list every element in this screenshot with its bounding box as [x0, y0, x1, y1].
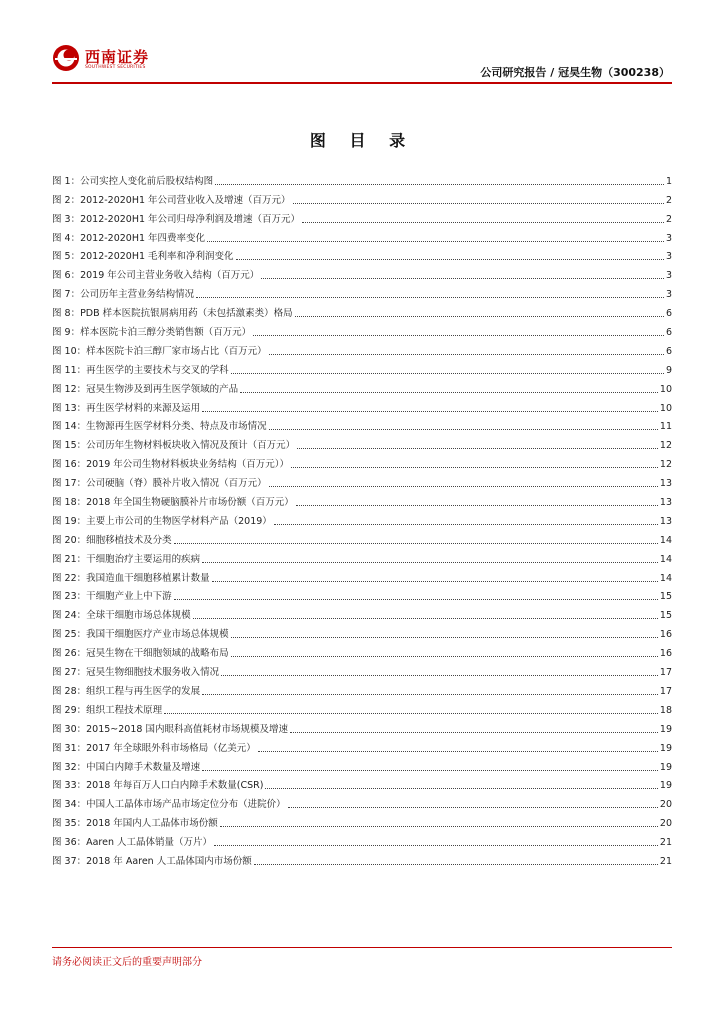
toc-entry-label: 图 2：2012-2020H1 年公司营业收入及增速（百万元） [52, 194, 291, 206]
toc-entry-label: 图 30：2015~2018 国内眼科高值耗材市场规模及增速 [52, 723, 288, 735]
toc-entry[interactable] [52, 415, 672, 434]
toc-entry[interactable] [52, 490, 672, 509]
toc-dot-leader [269, 354, 664, 355]
toc-entry-label: 图 1：公司实控人变化前后股权结构图 [52, 175, 214, 187]
toc-entry-page: 3 [665, 251, 672, 263]
footer-divider [52, 947, 672, 948]
toc-entry[interactable] [52, 641, 672, 660]
toc-entry[interactable] [52, 320, 672, 339]
toc-dot-leader [231, 373, 664, 374]
toc-entry-label: 图 27：冠昊生物细胞技术服务收入情况 [52, 667, 220, 679]
toc-entry-label: 图 11：再生医学的主要技术与交叉的学科 [52, 364, 229, 376]
toc-entry-label: 图 12：冠昊生物涉及到再生医学领域的产品 [52, 383, 239, 395]
toc-entry-label: 图 4：2012-2020H1 年四费率变化 [52, 232, 206, 244]
toc-entry-label: 图 5：2012-2020H1 毛利率和净利润变化 [52, 251, 234, 263]
toc-entry-page: 10 [659, 402, 672, 414]
toc-entry-page: 15 [659, 610, 672, 622]
toc-entry-label: 图 8：PDB 样本医院抗银屑病用药（未包括激素类）格局 [52, 308, 293, 320]
toc-entry-page: 20 [659, 818, 672, 830]
toc-entry-page: 16 [659, 629, 672, 641]
toc-entry-page: 3 [665, 289, 672, 301]
toc-dot-leader [254, 864, 658, 865]
toc-entry-page: 12 [659, 459, 672, 471]
toc-dot-leader [202, 770, 658, 771]
toc-entry-page: 19 [659, 780, 672, 792]
toc-entry-page: 21 [659, 837, 672, 849]
toc-entry-page: 11 [659, 421, 672, 433]
toc-entry-page: 13 [659, 497, 672, 509]
toc-entry-page: 20 [659, 799, 672, 811]
toc-dot-leader [196, 297, 664, 298]
toc-entry-label: 图 28：组织工程与再生医学的发展 [52, 685, 201, 697]
toc-entry-page: 16 [659, 648, 672, 660]
page-title: 图 目 录 [309, 131, 415, 150]
toc-entry[interactable] [52, 736, 672, 755]
toc-dot-leader [269, 486, 658, 487]
toc-entry[interactable] [52, 452, 672, 471]
toc-entry-page: 3 [665, 270, 672, 282]
toc-entry-label: 图 7：公司历年主营业务结构情况 [52, 289, 195, 301]
toc-dot-leader [221, 675, 658, 676]
toc-entry-page: 13 [659, 478, 672, 490]
toc-entry[interactable] [52, 263, 672, 282]
toc-entry-label: 图 31：2017 年全球眼外科市场格局（亿美元） [52, 742, 256, 754]
toc-entry[interactable] [52, 547, 672, 566]
toc-dot-leader [193, 618, 658, 619]
toc-entry-page: 17 [659, 667, 672, 679]
toc-entry-page: 18 [659, 704, 672, 716]
toc-dot-leader [215, 184, 664, 185]
toc-dot-leader [291, 467, 658, 468]
toc-entry[interactable] [52, 585, 672, 604]
toc-dot-leader [174, 543, 658, 544]
toc-dot-leader [174, 599, 658, 600]
toc-entry-page: 19 [659, 723, 672, 735]
toc-entry[interactable] [52, 792, 672, 811]
toc-dot-leader [214, 845, 658, 846]
logo-emblem-icon [52, 44, 80, 72]
toc-entry-page: 3 [665, 232, 672, 244]
toc-entry[interactable] [52, 339, 672, 358]
toc-dot-leader [202, 694, 658, 695]
toc-entry[interactable] [52, 301, 672, 320]
toc-entry-label: 图 36：Aaren 人工晶体销量（万片） [52, 837, 213, 849]
toc-entry-label: 图 22：我国造血干细胞移植累计数量 [52, 572, 210, 584]
toc-entry-page: 6 [665, 308, 672, 320]
toc-dot-leader [288, 807, 658, 808]
toc-entry-label: 图 15：公司历年生物材料板块收入情况及预计（百万元） [52, 440, 296, 452]
toc-dot-leader [261, 278, 664, 279]
toc-entry-page: 9 [665, 364, 672, 376]
toc-entry[interactable] [52, 679, 672, 698]
toc-dot-leader [302, 222, 664, 223]
toc-entry-label: 图 6：2019 年公司主营业务收入结构（百万元） [52, 270, 260, 282]
toc-entry[interactable] [52, 698, 672, 717]
toc-entry[interactable] [52, 509, 672, 528]
toc-entry[interactable] [52, 811, 672, 830]
toc-entry-page: 15 [659, 591, 672, 603]
toc-entry[interactable] [52, 660, 672, 679]
toc-entry-label: 图 26：冠昊生物在干细胞领域的战略布局 [52, 648, 229, 660]
logo-name-cn: 西南证券 [85, 48, 150, 66]
toc-entry-page: 21 [659, 855, 672, 867]
toc-entry[interactable] [52, 830, 672, 849]
toc-entry-page: 13 [659, 515, 672, 527]
toc-entry-page: 6 [665, 345, 672, 357]
toc-dot-leader [231, 656, 658, 657]
toc-entry-page: 12 [659, 440, 672, 452]
toc-dot-leader [290, 732, 658, 733]
toc-dot-leader [202, 562, 658, 563]
toc-dot-leader [296, 505, 658, 506]
toc-entry[interactable] [52, 603, 672, 622]
toc-entry[interactable] [52, 358, 672, 377]
toc-entry[interactable] [52, 396, 672, 415]
toc-entry-label: 图 18：2018 年全国生物硬脑膜补片市场份额（百万元） [52, 497, 294, 509]
toc-dot-leader [258, 751, 658, 752]
company-logo [52, 44, 162, 78]
toc-entry-label: 图 23：干细胞产业上中下游 [52, 591, 172, 603]
toc-dot-leader [297, 448, 658, 449]
toc-dot-leader [295, 316, 664, 317]
toc-dot-leader [231, 637, 658, 638]
footer-notice: 请务必阅读正文后的重要声明部分 [52, 957, 202, 968]
toc-dot-leader [220, 826, 658, 827]
toc-entry-page: 1 [665, 175, 672, 187]
toc-entry-label: 图 9：样本医院卡泊三醇分类销售额（百万元） [52, 327, 252, 339]
toc-entry[interactable] [52, 774, 672, 793]
toc-dot-leader [265, 788, 657, 789]
toc-dot-leader [202, 411, 658, 412]
toc-entry-page: 2 [665, 213, 672, 225]
toc-entry-page: 19 [659, 742, 672, 754]
toc-entry-label: 图 21：干细胞治疗主要运用的疾病 [52, 553, 201, 565]
toc-dot-leader [236, 259, 664, 260]
toc-dot-leader [253, 335, 664, 336]
toc-entry-page: 10 [659, 383, 672, 395]
toc-entry-label: 图 33：2018 年每百万人口白内障手术数量(CSR) [52, 780, 264, 792]
toc-dot-leader [240, 392, 658, 393]
toc-entry[interactable] [52, 717, 672, 736]
toc-entry-page: 14 [659, 572, 672, 584]
toc-entry-label: 图 14：生物源再生医学材料分类、特点及市场情况 [52, 421, 267, 433]
toc-entry-page: 14 [659, 553, 672, 565]
toc-entry[interactable] [52, 755, 672, 774]
toc-entry-label: 图 37：2018 年 Aaren 人工晶体国内市场份额 [52, 855, 252, 867]
toc-entry-label: 图 20：细胞移植技术及分类 [52, 534, 172, 546]
toc-entry[interactable] [52, 188, 672, 207]
toc-entry[interactable] [52, 282, 672, 301]
toc-dot-leader [212, 581, 658, 582]
toc-entry-label: 图 29：组织工程技术原理 [52, 704, 163, 716]
toc-entry[interactable] [52, 433, 672, 452]
toc-entry-label: 图 16：2019 年公司生物材料板块业务结构（百万元）） [52, 459, 290, 471]
figure-table-of-contents [52, 169, 672, 868]
toc-dot-leader [274, 524, 658, 525]
header-divider [52, 82, 672, 84]
toc-entry[interactable] [52, 245, 672, 264]
toc-entry[interactable] [52, 471, 672, 490]
toc-entry[interactable] [52, 622, 672, 641]
toc-entry-label: 图 3：2012-2020H1 年公司归母净利润及增速（百万元） [52, 213, 301, 225]
toc-entry-label: 图 17：公司硬脑（脊）膜补片收入情况（百万元） [52, 478, 267, 490]
toc-entry-page: 2 [665, 194, 672, 206]
toc-entry[interactable] [52, 226, 672, 245]
toc-entry-page: 19 [659, 761, 672, 773]
toc-entry-label: 图 35：2018 年国内人工晶体市场份额 [52, 818, 218, 830]
toc-entry-label: 图 24：全球干细胞市场总体规模 [52, 610, 191, 622]
toc-entry-page: 6 [665, 327, 672, 339]
toc-entry[interactable] [52, 207, 672, 226]
toc-entry-page: 14 [659, 534, 672, 546]
toc-entry-label: 图 32：中国白内障手术数量及增速 [52, 761, 201, 773]
toc-entry-label: 图 10：样本医院卡泊三醇厂家市场占比（百万元） [52, 345, 267, 357]
toc-entry-label: 图 34：中国人工晶体市场产品市场定位分布（进院价） [52, 799, 286, 811]
toc-entry[interactable] [52, 566, 672, 585]
report-info: 公司研究报告 / 冠昊生物（300238） [480, 66, 670, 79]
toc-entry[interactable] [52, 169, 672, 188]
toc-entry-label: 图 19：主要上市公司的生物医学材料产品（2019） [52, 515, 272, 527]
toc-dot-leader [269, 429, 658, 430]
toc-entry[interactable] [52, 528, 672, 547]
toc-entry-label: 图 25：我国干细胞医疗产业市场总体规模 [52, 629, 229, 641]
toc-entry-label: 图 13：再生医学材料的来源及运用 [52, 402, 201, 414]
toc-entry[interactable] [52, 377, 672, 396]
toc-entry[interactable] [52, 849, 672, 868]
toc-entry-page: 17 [659, 685, 672, 697]
toc-dot-leader [164, 713, 658, 714]
logo-name-en: SOUTHWEST SECURITIES [85, 65, 146, 70]
toc-dot-leader [207, 241, 664, 242]
toc-dot-leader [293, 203, 664, 204]
